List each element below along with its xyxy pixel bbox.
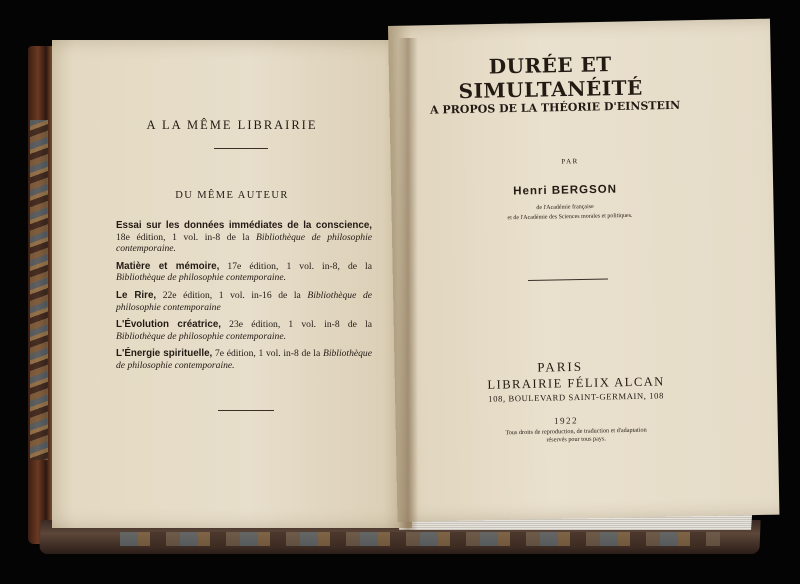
divider-rule (218, 410, 274, 411)
list-item (116, 348, 372, 371)
work-title: Le Rire, (116, 289, 157, 301)
divider-rule (214, 148, 268, 149)
work-details: 23e édition, 1 vol. in-8 de la (221, 319, 372, 331)
work-details: 7e édition, 1 vol. in-8 de la (212, 348, 323, 360)
list-item (116, 319, 372, 342)
left-page-subheader: DU MÊME AUTEUR (175, 190, 289, 201)
marbled-cover-edge (120, 532, 720, 546)
left-page-header: A LA MÊME LIBRAIRIE (146, 118, 318, 132)
work-series: Bibliothèque de philosophie contemporaine. (116, 330, 286, 342)
publication-city: PARIS (537, 358, 584, 375)
work-series: Bibliothèque de philosophie contemporaine. (116, 231, 372, 255)
list-item (116, 290, 372, 313)
work-title: Matière et mémoire, (116, 260, 220, 272)
marbled-binding (30, 120, 48, 460)
work-title: Essai sur les données immédiates de la conscience, (116, 220, 372, 231)
work-title: L'Énergie spirituelle, (116, 348, 213, 360)
work-details: 17e édition, 1 vol. in-8, de la (219, 260, 372, 272)
rights-line: réservés pour tous pays. (546, 435, 606, 444)
work-details: 18e édition, 1 vol. in-8 de la (116, 231, 256, 243)
work-series: Bibliothèque de philosophie contemporaine (116, 289, 372, 313)
work-title: L'Évolution créatrice, (116, 319, 222, 331)
book-subtitle: A PROPOS DE LA THÉORIE D'EINSTEIN (429, 98, 681, 117)
author-affiliation-2: et de l'Académie des Sciences morales et politiques. (507, 212, 633, 222)
list-item (116, 220, 372, 255)
publisher-address: 108, BOULEVARD SAINT-GERMAIN, 108 (488, 390, 665, 404)
author-affiliation: de l'Académie française (536, 204, 594, 212)
rights-line: Tous droits de reproduction, de traduction et d'adaptation (505, 426, 647, 437)
book-title: DURÉE ET SIMULTANÉITÉ (458, 52, 643, 104)
works-list (116, 220, 372, 378)
work-details: 22e édition, 1 vol. in-16 de la (156, 289, 308, 301)
author-name: Henri BERGSON (513, 183, 618, 198)
publication-year: 1922 (553, 415, 579, 426)
work-series: Bibliothèque de philosophie contemporaine. (116, 348, 372, 371)
by-label: PAR (561, 157, 579, 166)
publisher-name: LIBRAIRIE FÉLIX ALCAN (487, 374, 665, 392)
list-item (116, 261, 372, 284)
work-series: Bibliothèque de philosophie contemporaine. (116, 272, 286, 284)
